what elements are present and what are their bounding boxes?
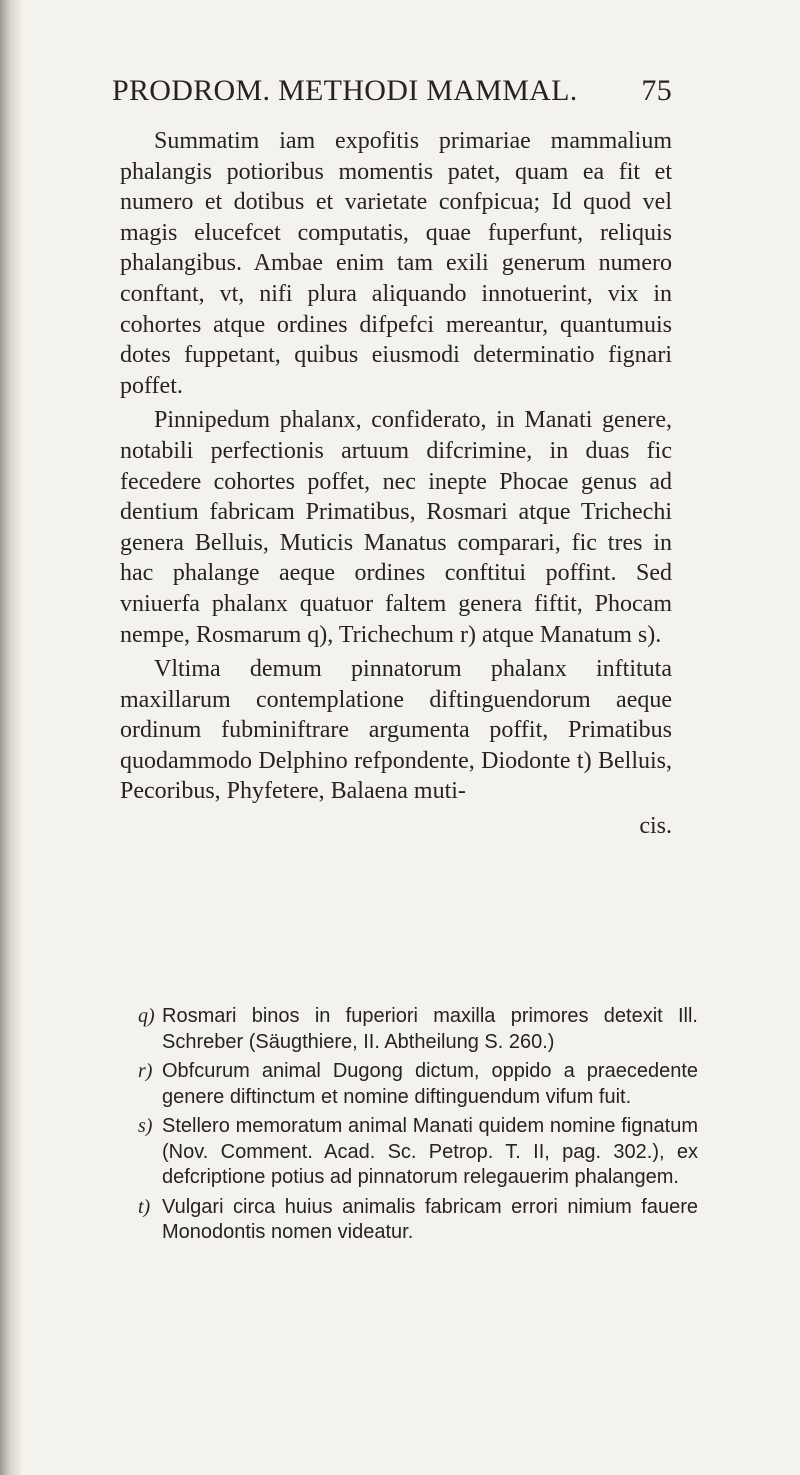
paragraph-pinnipedum: Pinnipedum phalanx, confiderato, in Manati genere, notabili perfectionis artuum difcrimine, in duas fic fecedere cohortes poffet, nec inepte Phocae genus ad dentium fabricam Primatibus, Rosmari atque Trichechi genera Belluis, Muticis Manatus comparari, fic tres in hac phalange aeque ordines conftitui poffint. Sed vniuerfa phalanx quatuor faltem genera fiftit, Phocam nempe, Rosmarum q), Trichechum r) atque Manatum s). [120, 407, 672, 648]
footnote-text: Obfcurum animal Dugong dictum, oppido a praecedente genere diftinctum et nomine diftinguendum vifum fuit. [162, 1060, 698, 1108]
running-title: PRODROM. METHODI MAMMAL. [112, 74, 578, 107]
footnote-text: Stellero memoratum animal Manati quidem nomine fignatum (Nov. Comment. Acad. Sc. Petrop. T. II, pag. 302.), ex defcriptione potius ad pinnatorum relegauerim phalangem. [162, 1115, 698, 1188]
footnote-text: Rosmari binos in fuperiori maxilla primores detexit Ill. Schreber (Säugthiere, II. Abtheilung S. 260.) [162, 1005, 698, 1053]
footnotes [138, 1004, 698, 1250]
footnote-text: Vulgari circa huius animalis fabricam errori nimium fauere Monodontis nomen videatur. [162, 1195, 698, 1243]
footnote-t [138, 1195, 698, 1246]
footnote-q [138, 1004, 698, 1055]
continuation-word: cis. [639, 813, 672, 840]
running-header [112, 74, 672, 108]
footnote-mark: s) [138, 1115, 153, 1137]
paragraph-pinnatorum: Vltima demum pinnatorum phalanx inftituta maxillarum contemplatione diftinguendorum aeque ordinum fubminiftrare argumenta poffit, Primatibus quodammodo Delphino refpondente, Diodonte t) Belluis, Pecoribus, Phyfetere, Balaena muti- [120, 656, 672, 805]
footnote-mark: t) [138, 1195, 151, 1218]
paragraph-primates-summary: Summatim iam expofitis primariae mammalium phalangis potioribus momentis patet, quam ea fit et numero et dotibus et varietate confpicua; Id quod vel magis elucefcet computatis, quae fuperfunt, reliquis phalangibus. Ambae enim tam exili generum numero conftant, vt, nifi plura aliquando innotuerint, vix in cohortes atque ordines difpefci mereantur, quantumuis dotes fuppetant, quibus eiusmodi determinatio fignari poffet. [120, 128, 672, 399]
footnote-s [138, 1114, 698, 1191]
footnote-mark: r) [138, 1060, 153, 1082]
body-text [120, 126, 672, 842]
page-gutter-shadow [0, 0, 22, 1475]
footnote-r [138, 1059, 698, 1110]
page-number: 75 [641, 74, 672, 107]
footnote-mark: q) [138, 1005, 155, 1027]
